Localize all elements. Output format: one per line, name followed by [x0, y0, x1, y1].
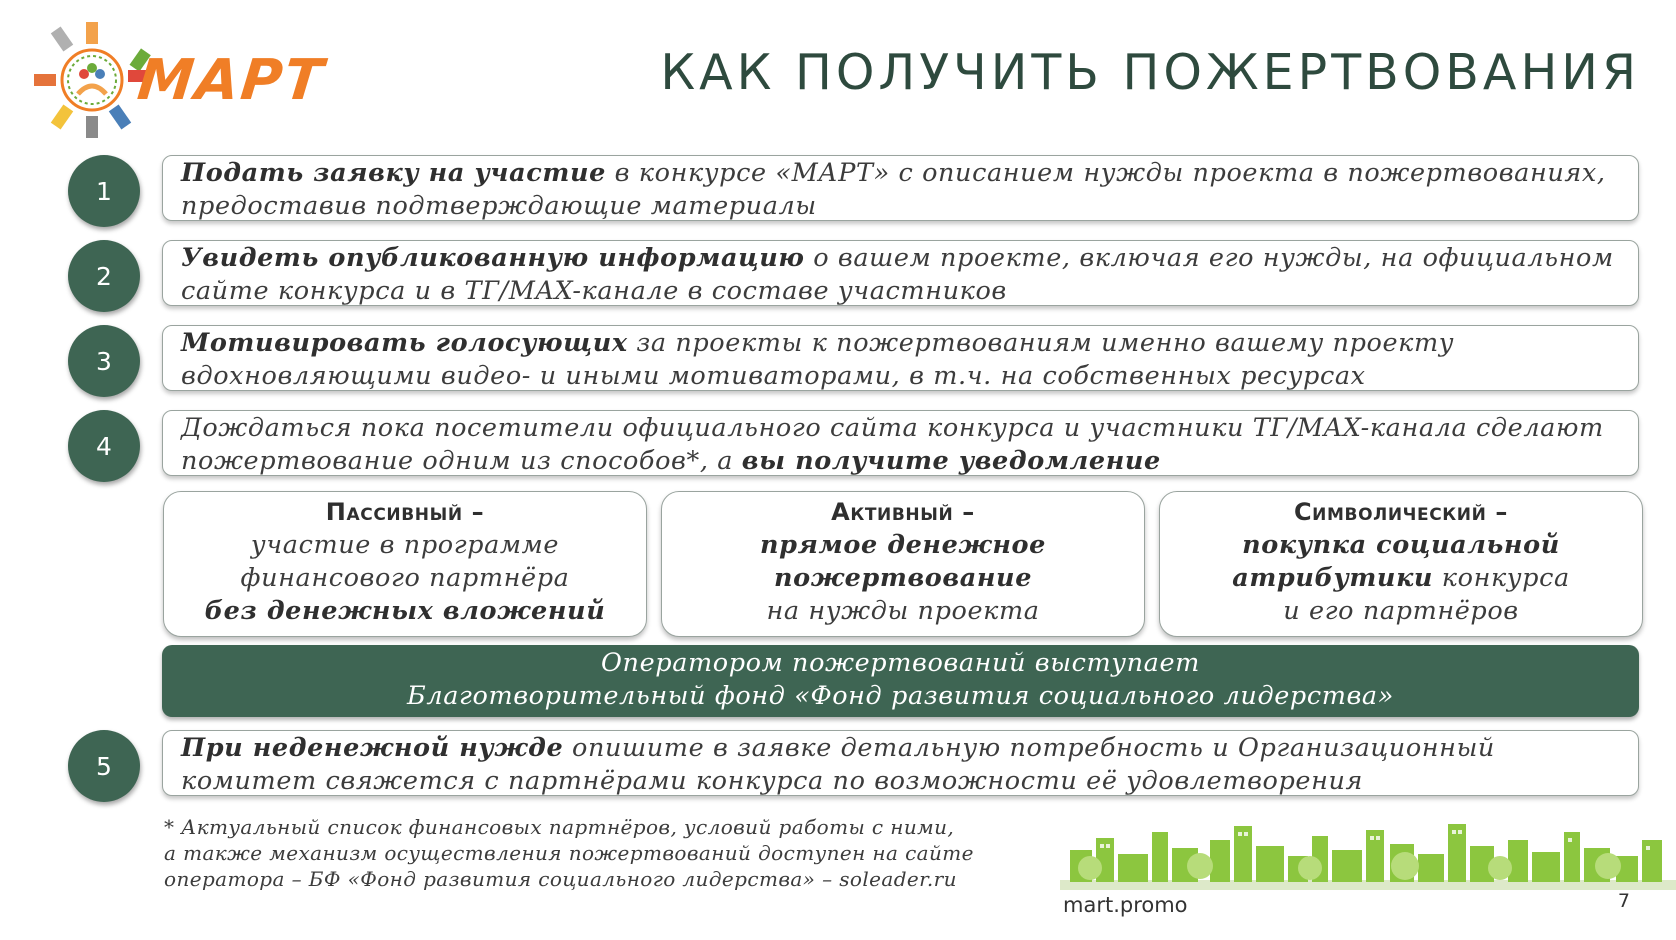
step-card-3: [162, 325, 1639, 391]
step-number-1: 1: [68, 155, 140, 227]
way-active-line3: на нужды проекта: [766, 596, 1040, 626]
logo-text: МАРТ: [134, 48, 328, 113]
step-number-4: 4: [68, 410, 140, 482]
step-2-text: о вашем проекте, включая его нужды, на официальном сайте конкурса и в ТГ/MAX-канале в составе участников: [181, 243, 1614, 306]
page-number: 7: [1617, 890, 1630, 912]
operator-banner: [162, 645, 1639, 717]
footnote: [164, 814, 1064, 892]
operator-line2: Благотворительный фонд «Фонд развития социального лидерства»: [407, 681, 1394, 711]
step-3-text: за проекты к пожертвованиям именно вашему проекту вдохновляющими видео- и иными мотиваторами, в т.ч. на собственных ресурсах: [181, 328, 1455, 391]
operator-line1: Оператором пожертвований выступает: [601, 648, 1200, 678]
way-card-symbolic: [1159, 491, 1643, 637]
step-5-text: опишите в заявке детальную потребность и Организационный комитет свяжется с партнёрами конкурса по возможности её удовлетворения: [181, 733, 1495, 796]
way-passive-line3: без денежных вложений: [204, 596, 606, 626]
step-number-2: 2: [68, 240, 140, 312]
way-symbolic-line1: покупка социальной: [1242, 530, 1560, 560]
page-title: КАК ПОЛУЧИТЬ ПОЖЕРТВОВАНИЯ: [660, 44, 1640, 101]
step-2-bold: Увидеть опубликованную информацию: [181, 243, 805, 273]
way-symbolic-line3: и его партнёров: [1283, 596, 1519, 626]
step-card-1: [162, 155, 1639, 221]
step-1-bold: Подать заявку на участие: [181, 158, 606, 188]
step-3-bold: Мотивировать голосующих: [181, 328, 628, 358]
footnote-line3: оператора – БФ «Фонд развития социального лидерства» – soleader.ru: [164, 867, 957, 891]
way-passive-line1: участие в программе: [250, 530, 560, 560]
step-card-5: [162, 730, 1639, 796]
step-card-2: [162, 240, 1639, 306]
step-1-text: в конкурсе «МАРТ» с описанием нужды проекта в пожертвованиях, предоставив подтверждающие материалы: [181, 158, 1606, 221]
site-url: mart.promo: [1063, 893, 1188, 917]
way-active-line2: пожертвование: [773, 563, 1033, 593]
way-title-passive: Пассивный –: [325, 498, 485, 526]
step-number-5: 5: [68, 730, 140, 802]
way-passive-line2: финансового партнёра: [240, 563, 570, 593]
city-skyline-icon: [1060, 810, 1676, 890]
way-symbolic-line2: атрибутики: [1232, 563, 1434, 593]
way-symbolic-line2-rest: конкурса: [1433, 563, 1570, 593]
step-4-text: Дождаться пока посетители официального сайта конкурса и участники ТГ/MAX-канала сделают пожертвование одним из способов*, а: [181, 413, 1604, 476]
way-title-symbolic: Символический –: [1293, 498, 1509, 526]
way-card-passive: [163, 491, 647, 637]
way-active-line1: прямое денежное: [760, 530, 1046, 560]
step-4-bold: вы получите уведомление: [741, 446, 1161, 476]
step-5-bold: При неденежной нужде: [181, 733, 564, 763]
step-number-3: 3: [68, 325, 140, 397]
step-card-4: [162, 410, 1639, 476]
footnote-line1: * Актуальный список финансовых партнёров, условий работы с ними,: [164, 815, 955, 839]
way-card-active: [661, 491, 1145, 637]
footnote-line2: а также механизм осуществления пожертвований доступен на сайте: [164, 841, 974, 865]
way-title-active: Активный –: [831, 498, 975, 526]
